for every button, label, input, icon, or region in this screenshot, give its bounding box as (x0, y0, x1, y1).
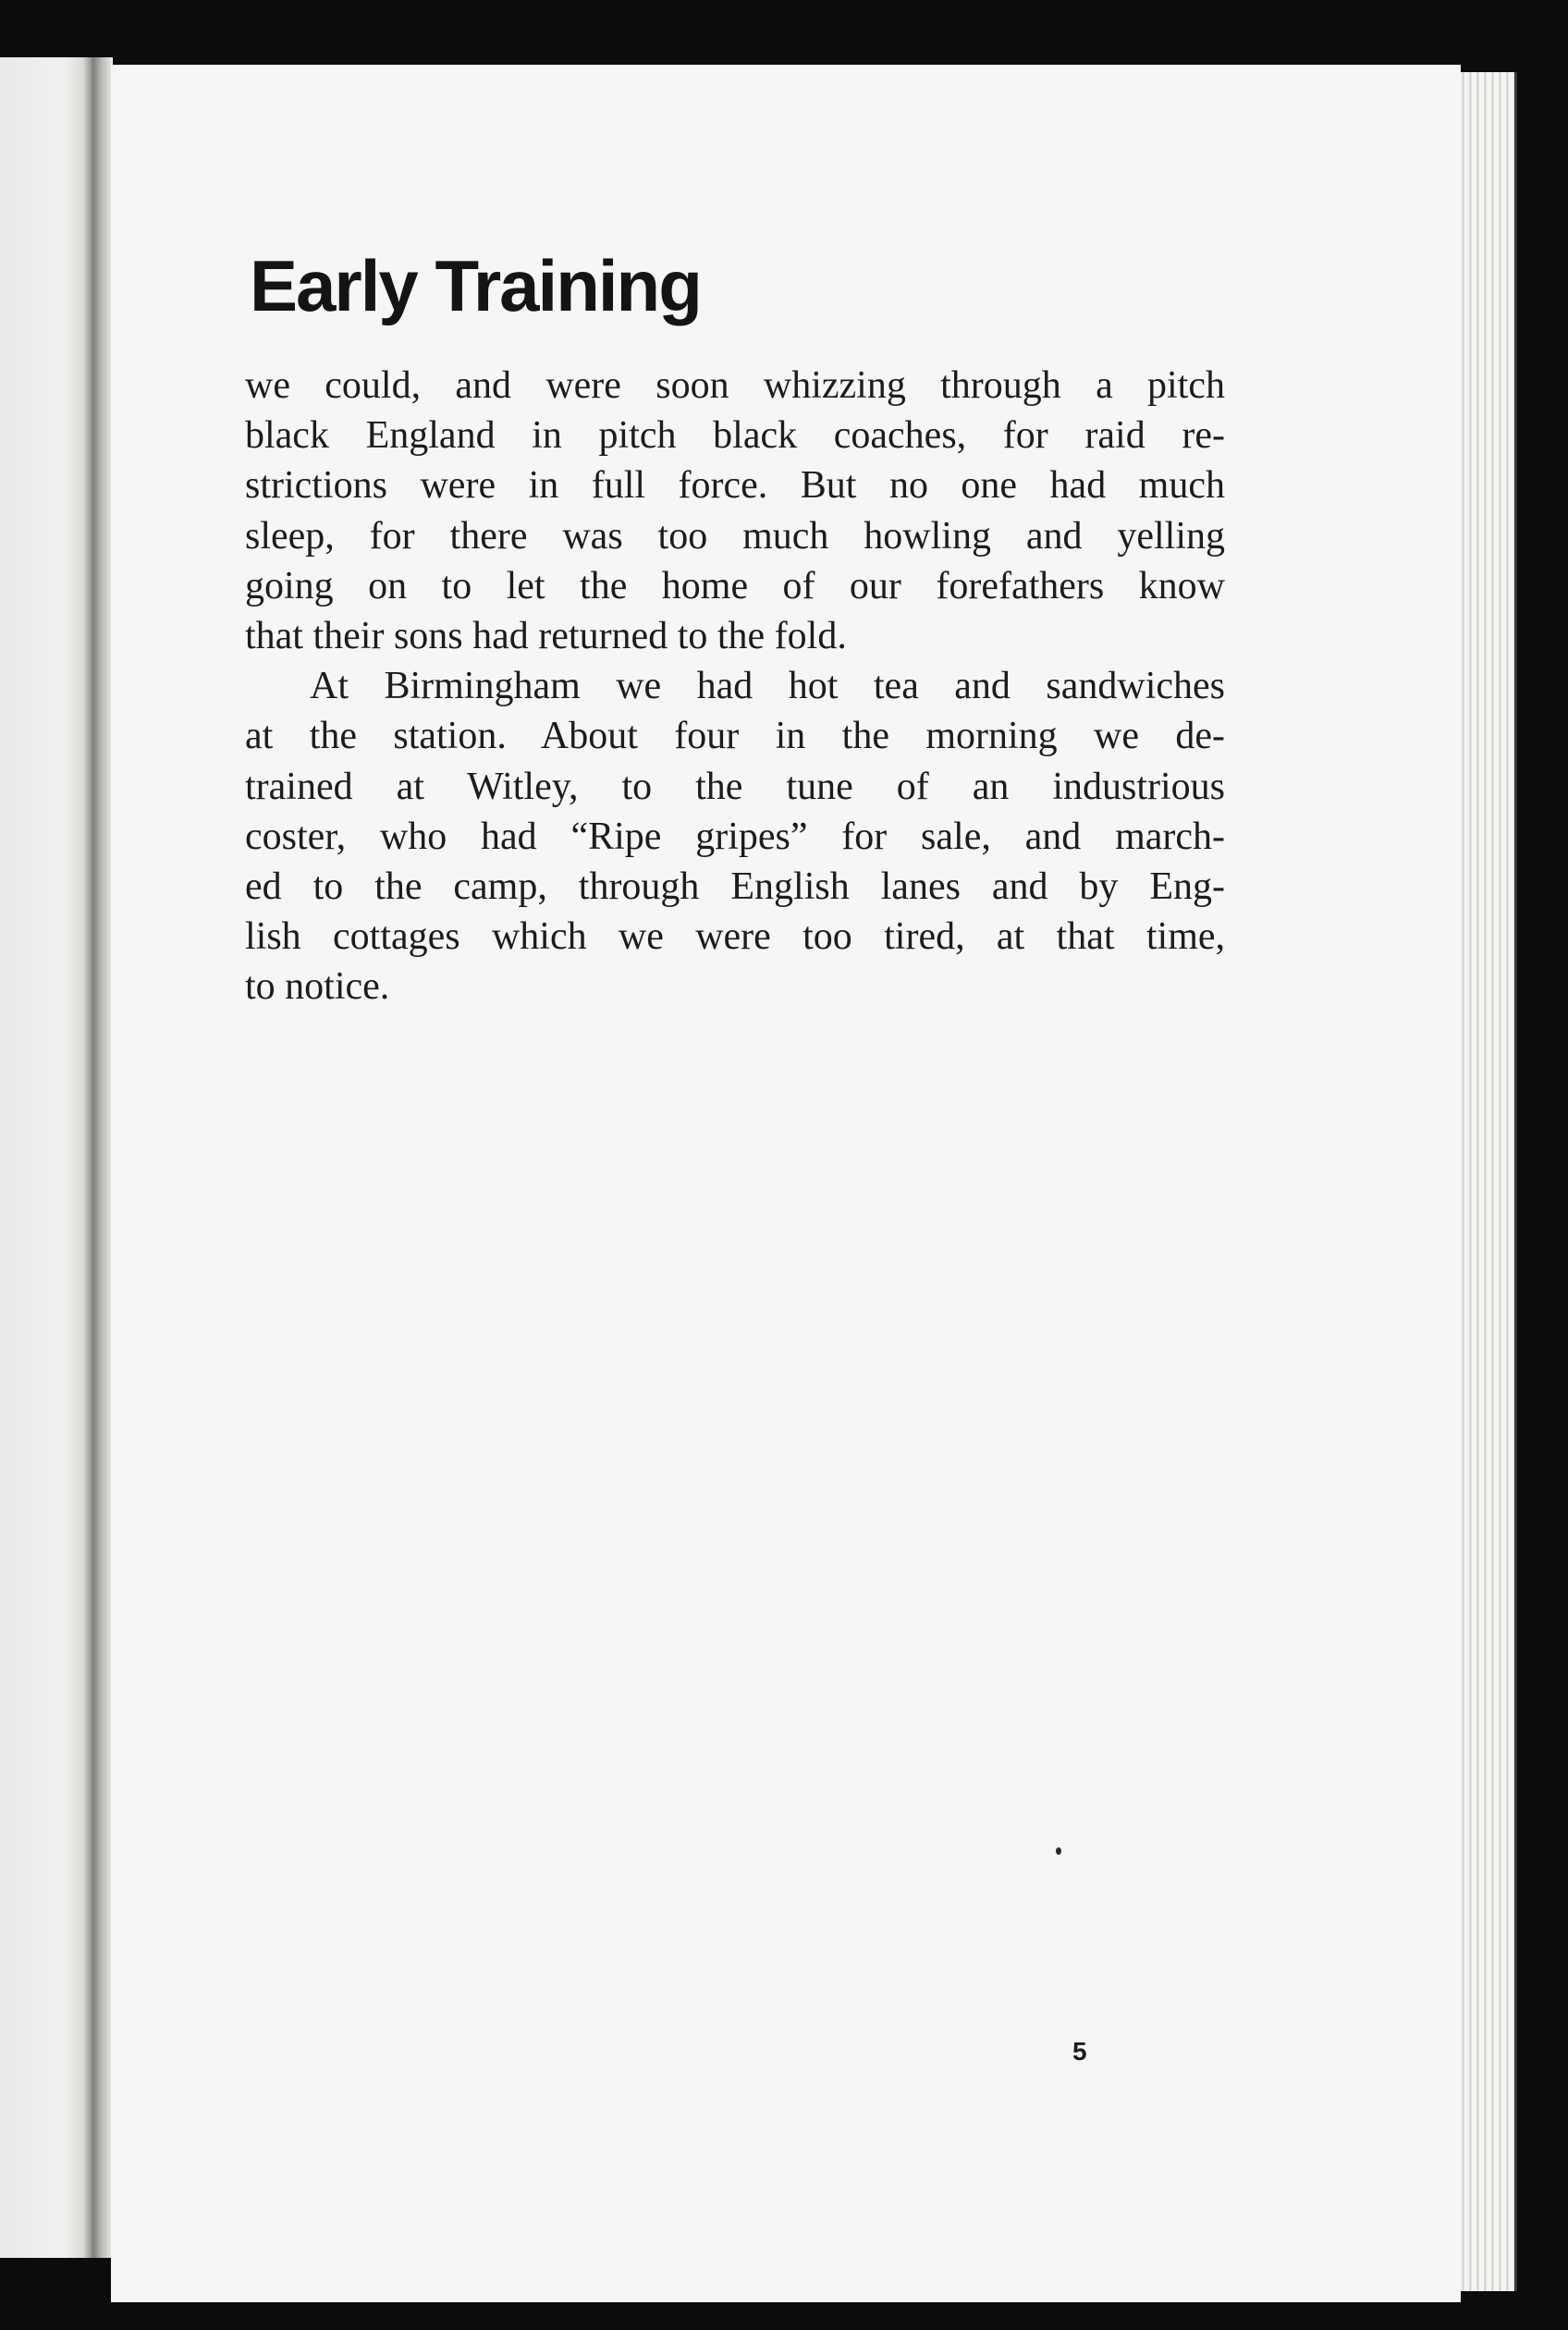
text-line: At Birmingham we had hot tea and sandwiches (310, 665, 1225, 708)
book-page (111, 65, 1461, 2302)
text-line: to notice. (245, 965, 390, 1009)
text-line: that their sons had returned to the fold. (245, 615, 847, 658)
book-gutter (92, 57, 113, 2258)
text-line: ed to the camp, through English lanes and by Eng- (245, 865, 1225, 909)
text-line: at the station. About four in the morning we de- (245, 715, 1225, 758)
text-line: lish cottages which we were too tired, at that time, (245, 915, 1225, 959)
text-line: sleep, for there was too much howling and yelling (245, 514, 1225, 558)
text-line: trained at Witley, to the tune of an industrious (245, 765, 1225, 808)
text-line: black England in pitch black coaches, for raid re- (245, 414, 1225, 458)
text-line: going on to let the home of our forefathers know (245, 564, 1225, 607)
ink-speck (1056, 1847, 1061, 1855)
text-line: coster, who had “Ripe gripes” for sale, and march- (245, 815, 1225, 858)
page-number: 5 (1072, 2037, 1087, 2066)
text-line: strictions were in full force. But no one had much (245, 464, 1225, 508)
text-line: we could, and were soon whizzing through a pitch (245, 364, 1225, 407)
previous-page-edge (0, 57, 92, 2258)
page-heading: Early Training (250, 245, 701, 326)
body-text (245, 361, 1225, 1012)
